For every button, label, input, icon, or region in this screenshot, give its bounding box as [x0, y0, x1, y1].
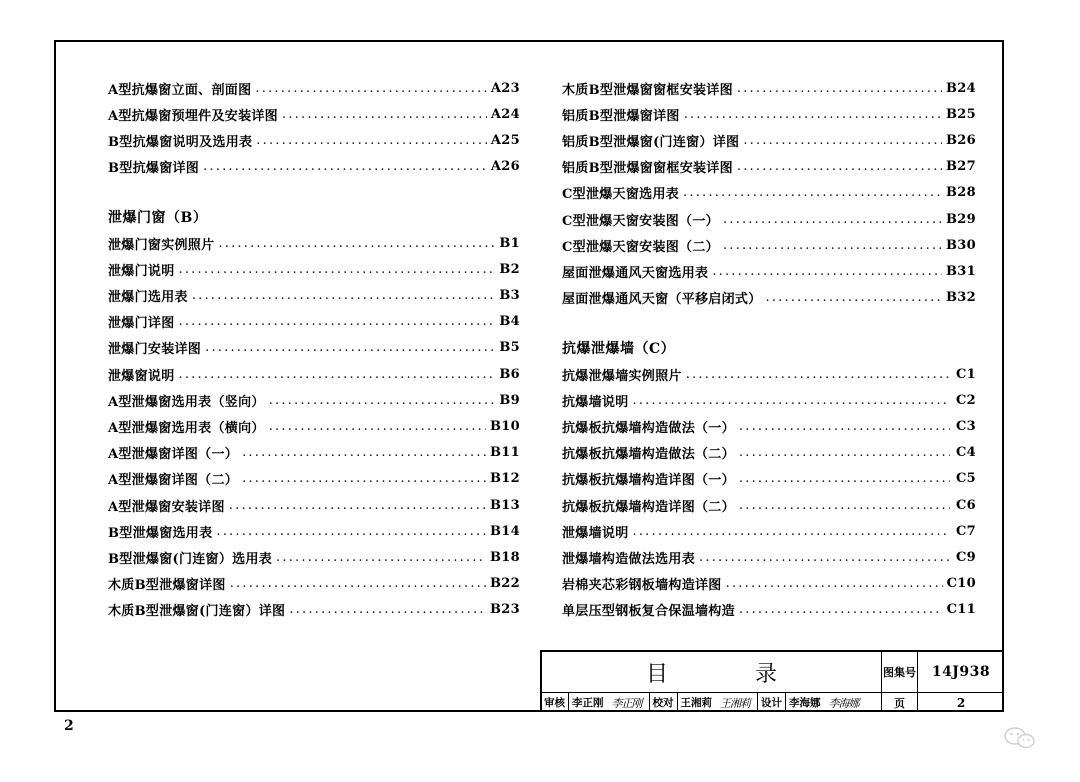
toc-entry: [562, 78, 976, 98]
dot-leader: [269, 419, 486, 434]
dot-leader: [739, 445, 950, 460]
dot-leader: [723, 212, 942, 227]
toc-entry: [108, 469, 520, 489]
toc-entry-title: 泄爆门安装详图: [108, 342, 202, 358]
toc-entry: [108, 547, 520, 567]
toc-entry-title: B型抗爆窗详图: [108, 161, 200, 177]
toc-entry: [562, 495, 976, 515]
dot-leader: [179, 314, 494, 329]
toc-entry: [108, 78, 520, 98]
toc-entry-code: B24: [946, 80, 976, 96]
toc-entry-code: B32: [946, 290, 976, 306]
toc-entry-title: C型泄爆天窗安装图（二）: [562, 239, 719, 255]
toc-entry-code: B12: [490, 471, 520, 487]
toc-entry-title: 泄爆墙构造做法选用表: [562, 551, 696, 567]
toc-entry-title: 单层压型钢板复合保温墙构造: [562, 604, 735, 620]
page-number: 2: [64, 718, 74, 734]
toc-entry-code: B10: [490, 418, 520, 434]
toc-entry-code: B18: [490, 549, 520, 565]
toc-entry-code: B22: [490, 576, 520, 592]
dot-leader: [737, 81, 942, 96]
dot-leader: [276, 550, 486, 565]
toc-entry-title: A型抗爆窗立面、剖面图: [108, 82, 252, 98]
review-name: 李正刚: [572, 697, 604, 709]
toc-entry-title: 木质B型泄爆窗(门连窗）详图: [108, 604, 286, 620]
toc-entry-title: 泄爆门窗实例照片: [108, 237, 215, 253]
toc-entry: [562, 469, 976, 489]
section-heading: 抗爆泄爆墙（C）: [562, 340, 676, 357]
toc-entry: [562, 104, 976, 124]
dot-leader: [699, 550, 950, 565]
toc-entry-code: A23: [490, 80, 520, 96]
dot-leader: [739, 498, 950, 513]
toc-entry-code: B27: [946, 159, 976, 175]
toc-entry-title: B型泄爆窗选用表: [108, 525, 213, 541]
toc-entry-title: C型泄爆天窗选用表: [562, 187, 680, 203]
toc-entry: [562, 364, 976, 384]
toc-entry-code: A25: [490, 132, 520, 148]
toc-entry-title: 泄爆门选用表: [108, 289, 188, 305]
toc-entry-code: B30: [946, 237, 976, 253]
toc-entry: [108, 574, 520, 594]
toc-entry: [108, 443, 520, 463]
toc-entry-code: B6: [499, 366, 520, 382]
dot-leader: [269, 393, 494, 408]
signature-row: [542, 693, 882, 712]
toc-entry: [108, 416, 520, 436]
toc-entry: [108, 312, 520, 332]
toc-entry-title: 泄爆门说明: [108, 263, 175, 279]
toc-entry-code: C6: [956, 497, 976, 513]
toc-entry-title: B型抗爆窗说明及选用表: [108, 134, 253, 150]
toc-entry-code: B1: [499, 235, 520, 251]
section-heading: 泄爆门窗（B）: [108, 209, 208, 226]
toc-entry: [108, 233, 520, 253]
dot-leader: [242, 445, 486, 460]
toc-entry-code: C3: [956, 418, 976, 434]
toc-entry-code: B28: [946, 185, 976, 201]
toc-entry-title: A型泄爆窗安装详图: [108, 499, 225, 515]
check-signature: 王湘莉: [720, 696, 750, 710]
toc-entry-title: 抗爆泄爆墙实例照片: [562, 368, 682, 384]
toc-entry-code: C10: [946, 576, 976, 592]
toc-entry-code: B14: [490, 523, 520, 539]
toc-entry-title: 屋面泄爆通风天窗选用表: [562, 265, 709, 281]
design-name: 李海娜: [789, 697, 821, 709]
atlas-number: 14J938: [918, 652, 1004, 693]
title-block-title: 目 录: [542, 652, 882, 693]
dot-leader: [218, 236, 494, 251]
toc-entry: [108, 521, 520, 541]
toc-entry: [108, 495, 520, 515]
toc-entry: [562, 443, 976, 463]
check-name: 王湘莉: [680, 697, 712, 709]
toc-entry-title: A型泄爆窗详图（一）: [108, 447, 239, 463]
dot-leader: [179, 367, 494, 382]
toc-entry-title: 铝质B型泄爆窗详图: [562, 108, 680, 124]
toc-entry-code: B5: [499, 340, 520, 356]
toc-entry-title: 铝质B型泄爆窗(门连窗）详图: [562, 134, 740, 150]
dot-leader: [205, 340, 494, 355]
dot-leader: [726, 576, 943, 591]
dot-leader: [633, 393, 950, 408]
toc-entry-code: B23: [490, 602, 520, 618]
dot-leader: [192, 288, 494, 303]
toc-entry: [562, 521, 976, 541]
toc-entry-title: 抗爆板抗爆墙构造做法（二）: [562, 447, 735, 463]
check-label: 校对: [652, 697, 674, 709]
toc-entry: [108, 104, 520, 124]
dot-leader: [723, 238, 942, 253]
toc-entry-title: 屋面泄爆通风天窗（平移启闭式）: [562, 292, 762, 308]
toc-entry: [562, 574, 976, 594]
toc-entry-title: A型抗爆窗预埋件及安装详图: [108, 108, 278, 124]
toc-entry: [562, 600, 976, 620]
atlas-number-label: 图集号: [882, 652, 918, 693]
review-signature: 李正刚: [611, 696, 642, 710]
toc-entry-title: C型泄爆天窗安装图（一）: [562, 213, 719, 229]
toc-entry-code: B13: [490, 497, 520, 513]
dot-leader: [179, 262, 494, 277]
toc-entry-code: C9: [956, 549, 976, 565]
toc-entry-title: 泄爆墙说明: [562, 525, 629, 541]
toc-entry-code: C5: [956, 471, 976, 487]
toc-entry-code: B3: [499, 287, 520, 303]
toc-entry-title: 木质B型泄爆窗详图: [108, 578, 226, 594]
toc-entry-title: 抗爆板抗爆墙构造做法（一）: [562, 420, 735, 436]
toc-entry: [108, 390, 520, 410]
toc-entry-code: B11: [490, 445, 520, 461]
dot-leader: [737, 159, 942, 174]
toc-entry-code: C2: [956, 392, 976, 408]
dot-leader: [230, 576, 486, 591]
toc-entry: [108, 285, 520, 305]
toc-entry: [562, 157, 976, 177]
toc-entry-code: C1: [956, 366, 976, 382]
toc-entry-code: B26: [946, 132, 976, 148]
toc-entry-code: A24: [490, 106, 520, 122]
toc-entry: [562, 547, 976, 567]
toc-entry-title: B型泄爆窗(门连窗）选用表: [108, 551, 273, 567]
toc-entry-title: 抗爆板抗爆墙构造详图（二）: [562, 499, 735, 515]
design-signature: 李海娜: [828, 696, 859, 710]
toc-entry: [108, 338, 520, 358]
toc-entry: [562, 416, 976, 436]
toc-entry: [562, 390, 976, 410]
toc-entry: [562, 183, 976, 203]
page-label: 页: [882, 693, 918, 712]
toc-entry: [108, 364, 520, 384]
design-label: 设计: [761, 697, 782, 709]
toc-entry: [562, 130, 976, 150]
dot-leader: [242, 471, 486, 486]
toc-entry-code: B9: [499, 392, 520, 408]
page-number-cell: 2: [956, 695, 966, 710]
toc-entry: [108, 157, 520, 177]
dot-leader: [289, 602, 486, 617]
toc-entry-title: A型泄爆窗选用表（竖向）: [108, 394, 265, 410]
dot-leader: [712, 264, 942, 279]
dot-leader: [766, 290, 943, 305]
toc-entry-title: 岩棉夹芯彩钢板墙构造详图: [562, 578, 722, 594]
dot-leader: [633, 524, 950, 539]
toc-entry: [562, 235, 976, 255]
dot-leader: [739, 471, 950, 486]
dot-leader: [686, 367, 950, 382]
toc-entry-title: 泄爆门详图: [108, 316, 175, 332]
dot-leader: [203, 159, 487, 174]
toc-entry-code: B25: [946, 106, 976, 122]
toc-entry: [562, 288, 976, 308]
dot-leader: [743, 133, 942, 148]
dot-leader: [256, 133, 487, 148]
review-label: 审核: [544, 697, 565, 709]
toc-entry-title: 木质B型泄爆窗窗框安装详图: [562, 82, 733, 98]
toc-entry: [562, 261, 976, 281]
dot-leader: [739, 602, 943, 617]
toc-entry-title: A型泄爆窗详图（二）: [108, 473, 239, 489]
toc-entry-title: 铝质B型泄爆窗窗框安装详图: [562, 161, 733, 177]
toc-entry: [562, 209, 976, 229]
dot-leader: [229, 498, 486, 513]
drawing-frame: [54, 40, 1004, 712]
wechat-watermark-icon: [1000, 724, 1040, 752]
toc-entry: [108, 130, 520, 150]
toc-entry-code: B4: [499, 314, 520, 330]
dot-leader: [282, 107, 487, 122]
dot-leader: [739, 419, 950, 434]
toc-entry-title: 抗爆墙说明: [562, 394, 629, 410]
toc-entry: [108, 600, 520, 620]
toc-entry-title: 泄爆窗说明: [108, 368, 175, 384]
toc-entry-code: C4: [956, 445, 976, 461]
toc-entry-code: A26: [490, 159, 520, 175]
title-block: [540, 650, 1004, 712]
dot-leader: [684, 107, 942, 122]
toc-entry-code: B31: [946, 263, 976, 279]
dot-leader: [683, 185, 942, 200]
dot-leader: [255, 81, 487, 96]
toc-entry-code: B2: [499, 261, 520, 277]
toc-entry-code: C11: [946, 602, 976, 618]
toc-entry-code: B29: [946, 211, 976, 227]
toc-entry-title: A型泄爆窗选用表（横向）: [108, 420, 265, 436]
toc-entry-code: C7: [956, 523, 976, 539]
dot-leader: [216, 524, 486, 539]
toc-entry-title: 抗爆板抗爆墙构造详图（一）: [562, 473, 735, 489]
toc-entry: [108, 259, 520, 279]
